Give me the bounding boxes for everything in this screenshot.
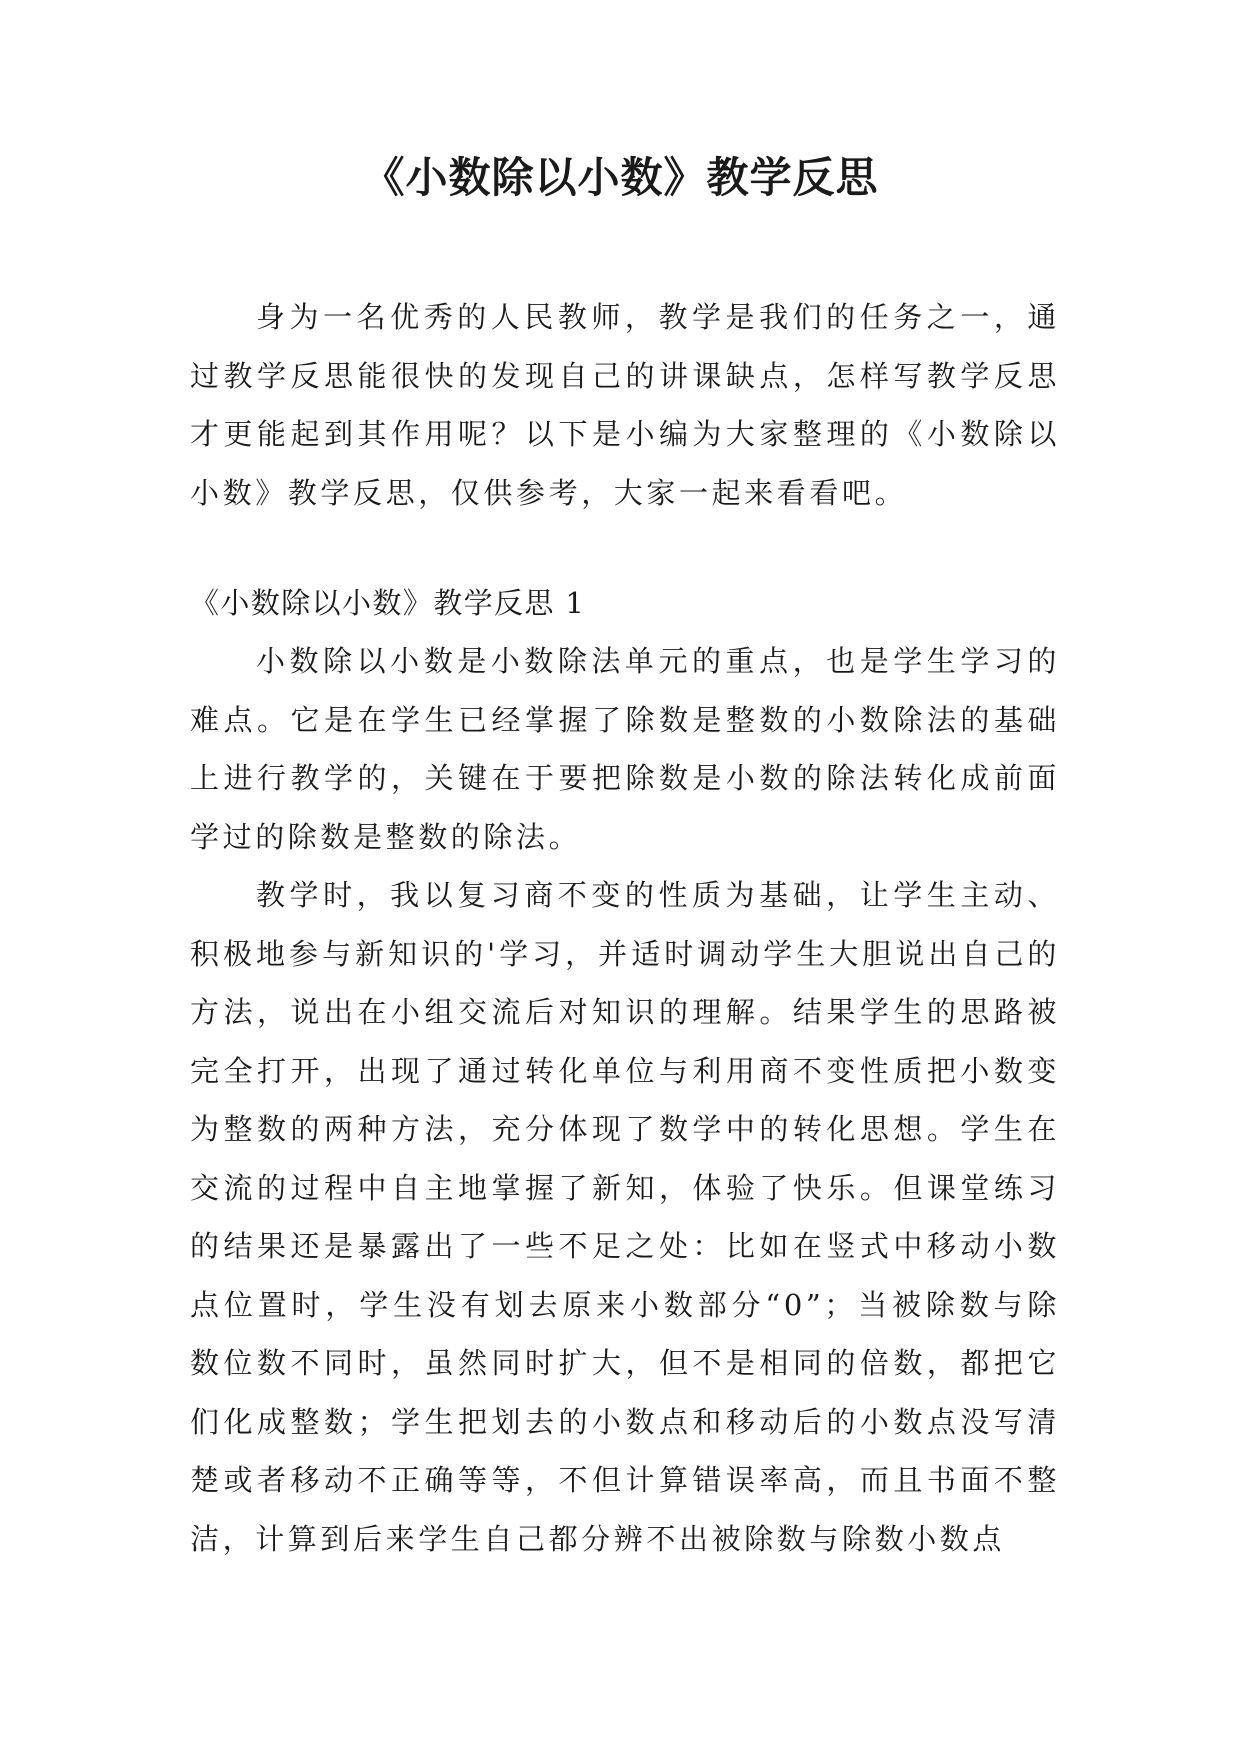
body-paragraph-1: 小数除以小数是小数除法单元的重点，也是学生学习的难点。它是在学生已经掌握了除数是整数的小数除法的基础上进行教学的，关键在于要把除数是小数的除法转化成前面学过的除数是整数的除法。 [190,644,1060,854]
document-title: 《小数除以小数》教学反思 [362,153,879,202]
body-paragraph-2: 教学时，我以复习商不变的性质为基础，让学生主动、积极地参与新知识的'学习，并适时调动学生大胆说出自己的方法，说出在小组交流后对知识的理解。结果学生的思路被完全打开，出现了通过转化单位与利用商不变性质把小数变为整数的两种方法，充分体现了数学中的转化思想。学生在交流的过程中自主地掌握了新知，体验了快乐。但课堂练习的结果还是暴露出了一些不足之处：比如在竖式中移动小数点位置时，学生没有划去原来小数部分“0”；当被除数与除数位数不同时，虽然同时扩大，但不是相同的倍数，都把它们化成整数；学生把划去的小数点和移动后的小数点没写清楚或者移动不正确等等，不但计算错误率高，而且书面不整洁，计算到后来学生自己都分辨不出被除数与除数小数点 [190,878,1060,1556]
section-heading: 《小数除以小数》教学反思 1 [190,586,586,620]
intro-paragraph: 身为一名优秀的人民教师，教学是我们的任务之一，通过教学反思能很快的发现自己的讲课缺点，怎样写教学反思才更能起到其作用呢？以下是小编为大家整理的《小数除以小数》教学反思，仅供参考，大家一起来看看吧。 [190,300,1060,510]
